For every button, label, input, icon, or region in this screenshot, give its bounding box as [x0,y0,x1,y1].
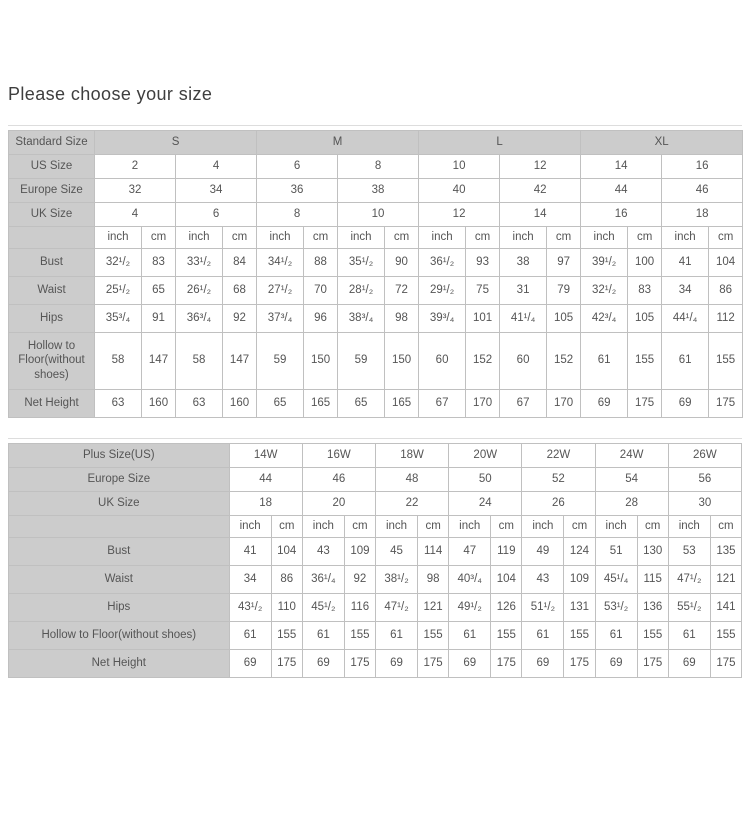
value-cell: 6 [176,202,257,226]
row-label: Hollow to Floor(without shoes) [9,332,95,390]
value-cell: 61 [581,332,628,390]
size-cell: 24W [595,444,668,468]
size-cell: 20W [449,444,522,468]
value-cell: 92 [344,565,375,593]
measure-row [9,332,743,390]
unit-row [9,226,743,248]
value-cell: 90 [385,248,419,276]
value-cell: 69 [581,390,628,418]
value-cell: 136 [637,593,668,621]
measure-row [9,593,742,621]
value-cell: 155 [344,621,375,649]
value-cell: 27¹/₂ [257,276,304,304]
value-cell: 155 [709,332,743,390]
info-row [9,178,743,202]
unit-cell: inch [257,226,304,248]
info-row [9,202,743,226]
measure-row [9,276,743,304]
value-cell: 36³/₄ [176,304,223,332]
value-cell: 175 [271,649,302,677]
value-cell: 68 [223,276,257,304]
value-cell: 58 [176,332,223,390]
value-cell: 10 [338,202,419,226]
value-cell: 36¹/₄ [302,565,344,593]
unit-cell: inch [668,516,710,538]
value-cell: 114 [418,538,449,566]
unit-cell: inch [176,226,223,248]
value-cell: 55¹/₂ [668,593,710,621]
value-cell: 61 [229,621,271,649]
size-cell: 22W [522,444,595,468]
unit-cell: cm [142,226,176,248]
unit-cell: inch [95,226,142,248]
row-label: Hips [9,593,230,621]
value-cell: 43 [302,538,344,566]
row-label: Waist [9,565,230,593]
value-cell: 4 [95,202,176,226]
value-cell: 29¹/₂ [419,276,466,304]
value-cell: 65 [142,276,176,304]
value-cell: 12 [500,154,581,178]
value-cell: 53 [668,538,710,566]
value-cell: 96 [304,304,338,332]
value-cell: 8 [338,154,419,178]
value-cell: 65 [257,390,304,418]
value-cell: 165 [385,390,419,418]
value-cell: 175 [709,390,743,418]
unit-cell: inch [522,516,564,538]
value-cell: 155 [491,621,522,649]
value-cell: 63 [95,390,142,418]
value-cell: 22 [375,492,448,516]
value-cell: 2 [95,154,176,178]
value-cell: 30 [668,492,741,516]
unit-cell: cm [491,516,522,538]
value-cell: 63 [176,390,223,418]
unit-cell: inch [419,226,466,248]
value-cell: 175 [344,649,375,677]
value-cell: 34 [662,276,709,304]
value-cell: 97 [547,248,581,276]
value-cell: 155 [628,332,662,390]
value-cell: 41 [662,248,709,276]
value-cell: 53¹/₂ [595,593,637,621]
value-cell: 130 [637,538,668,566]
value-cell: 175 [710,649,741,677]
value-cell: 61 [522,621,564,649]
value-cell: 58 [95,332,142,390]
plus-size-table [8,443,742,677]
value-cell: 110 [271,593,302,621]
size-cell: L [419,131,581,155]
unit-cell: cm [710,516,741,538]
value-cell: 135 [710,538,741,566]
size-cell: 18W [375,444,448,468]
value-cell: 152 [466,332,500,390]
value-cell: 38¹/₂ [375,565,417,593]
value-cell: 83 [142,248,176,276]
value-cell: 43 [522,565,564,593]
value-cell: 31 [500,276,547,304]
row-label: UK Size [9,492,230,516]
value-cell: 18 [229,492,302,516]
value-cell: 49 [522,538,564,566]
value-cell: 40³/₄ [449,565,491,593]
unit-cell: cm [637,516,668,538]
value-cell: 34 [176,178,257,202]
unit-cell: cm [709,226,743,248]
value-cell: 155 [418,621,449,649]
value-cell: 36 [257,178,338,202]
value-cell: 25¹/₂ [95,276,142,304]
value-cell: 28¹/₂ [338,276,385,304]
value-cell: 104 [491,565,522,593]
value-cell: 34¹/₂ [257,248,304,276]
unit-cell: inch [302,516,344,538]
value-cell: 124 [564,538,595,566]
value-cell: 98 [418,565,449,593]
value-cell: 131 [564,593,595,621]
value-cell: 8 [257,202,338,226]
value-cell: 54 [595,468,668,492]
unit-row [9,516,742,538]
value-cell: 141 [710,593,741,621]
value-cell: 175 [418,649,449,677]
value-cell: 170 [466,390,500,418]
value-cell: 42³/₄ [581,304,628,332]
value-cell: 20 [302,492,375,516]
value-cell: 100 [628,248,662,276]
value-cell: 24 [449,492,522,516]
value-cell: 14 [500,202,581,226]
value-cell: 47 [449,538,491,566]
row-label: Hips [9,304,95,332]
value-cell: 67 [500,390,547,418]
measure-row [9,248,743,276]
row-label: Standard Size [9,131,95,155]
standard-size-table [8,130,743,418]
value-cell: 121 [710,565,741,593]
size-guide-page [8,84,742,678]
value-cell: 18 [662,202,743,226]
unit-cell: inch [662,226,709,248]
value-cell: 45¹/₄ [595,565,637,593]
value-cell: 6 [257,154,338,178]
value-cell: 61 [449,621,491,649]
unit-cell: cm [466,226,500,248]
row-label: UK Size [9,202,95,226]
value-cell: 150 [304,332,338,390]
unit-cell: inch [595,516,637,538]
info-row [9,154,743,178]
row-label: Net Height [9,649,230,677]
value-cell: 115 [637,565,668,593]
value-cell: 105 [628,304,662,332]
row-label: Hollow to Floor(without shoes) [9,621,230,649]
unit-cell: inch [581,226,628,248]
value-cell: 61 [595,621,637,649]
value-cell: 44¹/₄ [662,304,709,332]
value-cell: 92 [223,304,257,332]
value-cell: 61 [375,621,417,649]
value-cell: 61 [302,621,344,649]
value-cell: 86 [271,565,302,593]
separator-line [8,125,742,126]
value-cell: 60 [419,332,466,390]
value-cell: 155 [710,621,741,649]
value-cell: 26¹/₂ [176,276,223,304]
value-cell: 39¹/₂ [581,248,628,276]
value-cell: 155 [271,621,302,649]
value-cell: 49¹/₂ [449,593,491,621]
value-cell: 88 [304,248,338,276]
value-cell: 37³/₄ [257,304,304,332]
value-cell: 160 [223,390,257,418]
unit-cell: cm [628,226,662,248]
value-cell: 61 [668,621,710,649]
value-cell: 41¹/₄ [500,304,547,332]
row-label: Plus Size(US) [9,444,230,468]
value-cell: 69 [375,649,417,677]
value-cell: 39³/₄ [419,304,466,332]
value-cell: 152 [547,332,581,390]
unit-cell: cm [418,516,449,538]
unit-cell: cm [304,226,338,248]
unit-cell: inch [500,226,547,248]
value-cell: 32¹/₂ [581,276,628,304]
value-cell: 46 [302,468,375,492]
value-cell: 42 [500,178,581,202]
value-cell: 38 [500,248,547,276]
unit-cell: inch [338,226,385,248]
size-cell: M [257,131,419,155]
value-cell: 41 [229,538,271,566]
value-cell: 26 [522,492,595,516]
value-cell: 150 [385,332,419,390]
row-label: Europe Size [9,178,95,202]
value-cell: 155 [637,621,668,649]
value-cell: 69 [668,649,710,677]
value-cell: 75 [466,276,500,304]
measure-row [9,304,743,332]
value-cell: 79 [547,276,581,304]
unit-cell: cm [223,226,257,248]
unit-cell: cm [564,516,595,538]
separator-line [8,438,742,439]
value-cell: 69 [302,649,344,677]
unit-cell: cm [271,516,302,538]
value-cell: 14 [581,154,662,178]
value-cell: 47¹/₂ [668,565,710,593]
unit-cell: cm [385,226,419,248]
size-header-row [9,444,742,468]
value-cell: 47¹/₂ [375,593,417,621]
size-cell: 16W [302,444,375,468]
value-cell: 155 [564,621,595,649]
value-cell: 69 [662,390,709,418]
value-cell: 83 [628,276,662,304]
value-cell: 69 [449,649,491,677]
measure-row [9,621,742,649]
value-cell: 38 [338,178,419,202]
size-cell: 26W [668,444,741,468]
value-cell: 45¹/₂ [302,593,344,621]
value-cell: 170 [547,390,581,418]
value-cell: 59 [257,332,304,390]
value-cell: 12 [419,202,500,226]
value-cell: 147 [142,332,176,390]
value-cell: 175 [564,649,595,677]
row-label: Waist [9,276,95,304]
unit-cell: cm [547,226,581,248]
unit-cell: inch [375,516,417,538]
value-cell: 105 [547,304,581,332]
value-cell: 91 [142,304,176,332]
value-cell: 104 [709,248,743,276]
value-cell: 86 [709,276,743,304]
unit-cell: cm [344,516,375,538]
value-cell: 36¹/₂ [419,248,466,276]
value-cell: 98 [385,304,419,332]
value-cell: 35¹/₂ [338,248,385,276]
value-cell: 175 [637,649,668,677]
value-cell: 43¹/₂ [229,593,271,621]
size-cell: XL [581,131,743,155]
value-cell: 70 [304,276,338,304]
value-cell: 69 [522,649,564,677]
measure-row [9,565,742,593]
value-cell: 46 [662,178,743,202]
value-cell: 69 [595,649,637,677]
row-label: Net Height [9,390,95,418]
row-label: Bust [9,538,230,566]
value-cell: 32¹/₂ [95,248,142,276]
value-cell: 175 [628,390,662,418]
value-cell: 10 [419,154,500,178]
size-cell: S [95,131,257,155]
value-cell: 51¹/₂ [522,593,564,621]
value-cell: 121 [418,593,449,621]
value-cell: 45 [375,538,417,566]
value-cell: 67 [419,390,466,418]
unit-cell: inch [449,516,491,538]
info-row [9,468,742,492]
row-label: Europe Size [9,468,230,492]
value-cell: 109 [564,565,595,593]
value-cell: 44 [229,468,302,492]
value-cell: 52 [522,468,595,492]
row-label [9,516,230,538]
row-label: US Size [9,154,95,178]
value-cell: 126 [491,593,522,621]
value-cell: 101 [466,304,500,332]
size-cell: 14W [229,444,302,468]
info-row [9,492,742,516]
value-cell: 28 [595,492,668,516]
value-cell: 69 [229,649,271,677]
value-cell: 16 [662,154,743,178]
measure-row [9,649,742,677]
value-cell: 72 [385,276,419,304]
value-cell: 32 [95,178,176,202]
value-cell: 112 [709,304,743,332]
value-cell: 56 [668,468,741,492]
value-cell: 65 [338,390,385,418]
value-cell: 84 [223,248,257,276]
value-cell: 33¹/₂ [176,248,223,276]
value-cell: 60 [500,332,547,390]
value-cell: 51 [595,538,637,566]
size-header-row [9,131,743,155]
measure-row [9,538,742,566]
value-cell: 44 [581,178,662,202]
value-cell: 119 [491,538,522,566]
page-title: Please choose your size [8,84,213,104]
value-cell: 16 [581,202,662,226]
value-cell: 109 [344,538,375,566]
value-cell: 40 [419,178,500,202]
value-cell: 38³/₄ [338,304,385,332]
value-cell: 116 [344,593,375,621]
value-cell: 165 [304,390,338,418]
value-cell: 175 [491,649,522,677]
value-cell: 48 [375,468,448,492]
value-cell: 4 [176,154,257,178]
measure-row [9,390,743,418]
value-cell: 61 [662,332,709,390]
value-cell: 59 [338,332,385,390]
value-cell: 147 [223,332,257,390]
value-cell: 104 [271,538,302,566]
value-cell: 50 [449,468,522,492]
value-cell: 93 [466,248,500,276]
row-label: Bust [9,248,95,276]
unit-cell: inch [229,516,271,538]
value-cell: 160 [142,390,176,418]
value-cell: 34 [229,565,271,593]
value-cell: 35³/₄ [95,304,142,332]
row-label [9,226,95,248]
